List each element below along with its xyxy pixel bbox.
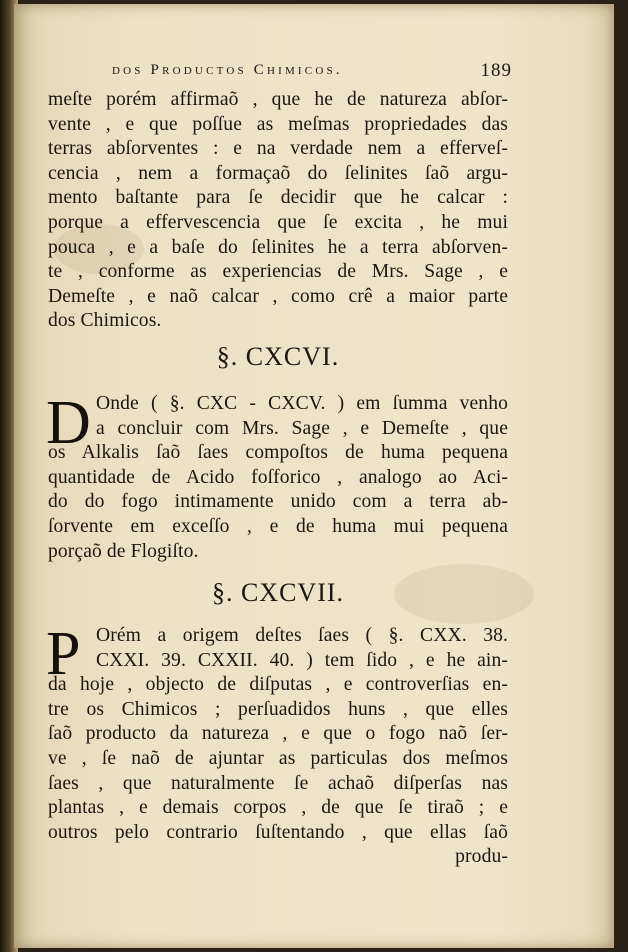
text-line: meſte porém affirmaõ , que he de natureza abſor- <box>48 89 508 110</box>
text-line: ſorvente em exceſſo , e de huma mui pequena <box>48 515 508 537</box>
text-line: pouca , e a baſe do ſelinites he a terra abſorven- <box>48 236 508 258</box>
text-line: os Alkalis ſaõ ſaes compoſtos de huma pequena <box>48 442 508 464</box>
catchword: produ- <box>455 846 508 868</box>
page-number: 189 <box>480 60 512 81</box>
text-line: do do fogo intimamente unido com a terra ab- <box>48 491 508 513</box>
section-paragraph <box>46 620 508 870</box>
text-line: Onde ( §. CXC - CXCV. ) em ſumma venho <box>96 393 508 414</box>
section-paragraph <box>46 389 508 564</box>
page-header <box>112 62 512 84</box>
section-heading: §. CXCVII. <box>211 578 345 607</box>
text-line: ve , ſe naõ de ajuntar as particulas dos meſmos <box>48 747 508 769</box>
running-head: dos Productos Chimicos. <box>112 62 343 78</box>
text-line: te , conforme as experiencias de Mrs. Sage , e <box>48 261 508 283</box>
drop-cap: P <box>46 620 81 688</box>
text-line: Orém a origem deſtes ſaes ( §. CXX. 38. <box>96 625 508 646</box>
text-line: porque a effervescencia que ſe excita , he mui <box>48 211 508 233</box>
text-line: mento baſtante para ſe decidir que he calcar : <box>48 187 508 209</box>
section-heading: §. CXCVI. <box>216 342 340 371</box>
text-line: da hoje , objecto de diſputas , e controverſias en- <box>48 674 508 696</box>
text-line: outros pelo contrario ſuſtentando , que ellas ſaõ <box>48 821 508 843</box>
text-line: a concluir com Mrs. Sage , e Demeſte , que <box>96 417 508 439</box>
text-line: terras abſorventes : e na verdade nem a efferveſ- <box>48 138 508 160</box>
text-line: CXXI. 39. CXXII. 40. ) tem ſido , e he ain- <box>96 649 508 671</box>
text-line: Demeſte , e naõ calcar , como crê a maior parte <box>48 285 508 307</box>
text-line: plantas , e demais corpos , de que ſe tiraõ ; e <box>48 797 508 819</box>
text-line: cencia , nem a formaçaõ do ſelinites ſaõ argu- <box>48 162 508 184</box>
paragraph-continuation <box>48 88 508 334</box>
text-line: quantidade de Acido foſforico , analogo ao Aci- <box>48 466 508 488</box>
text-line: ſaõ producto da natureza , e que o fogo naõ ſer- <box>48 723 508 745</box>
drop-cap: D <box>46 389 91 457</box>
text-line: ſaes , que naturalmente ſe achaõ diſperſas nas <box>48 772 508 794</box>
text-line: dos Chimicos. <box>48 310 162 332</box>
text-line: porçaõ de Flogiſto. <box>48 540 199 562</box>
text-line: vente , e que poſſue as meſmas propriedades das <box>48 113 508 135</box>
text-line: tre os Chimicos ; perſuadidos huns , que elles <box>48 698 508 720</box>
